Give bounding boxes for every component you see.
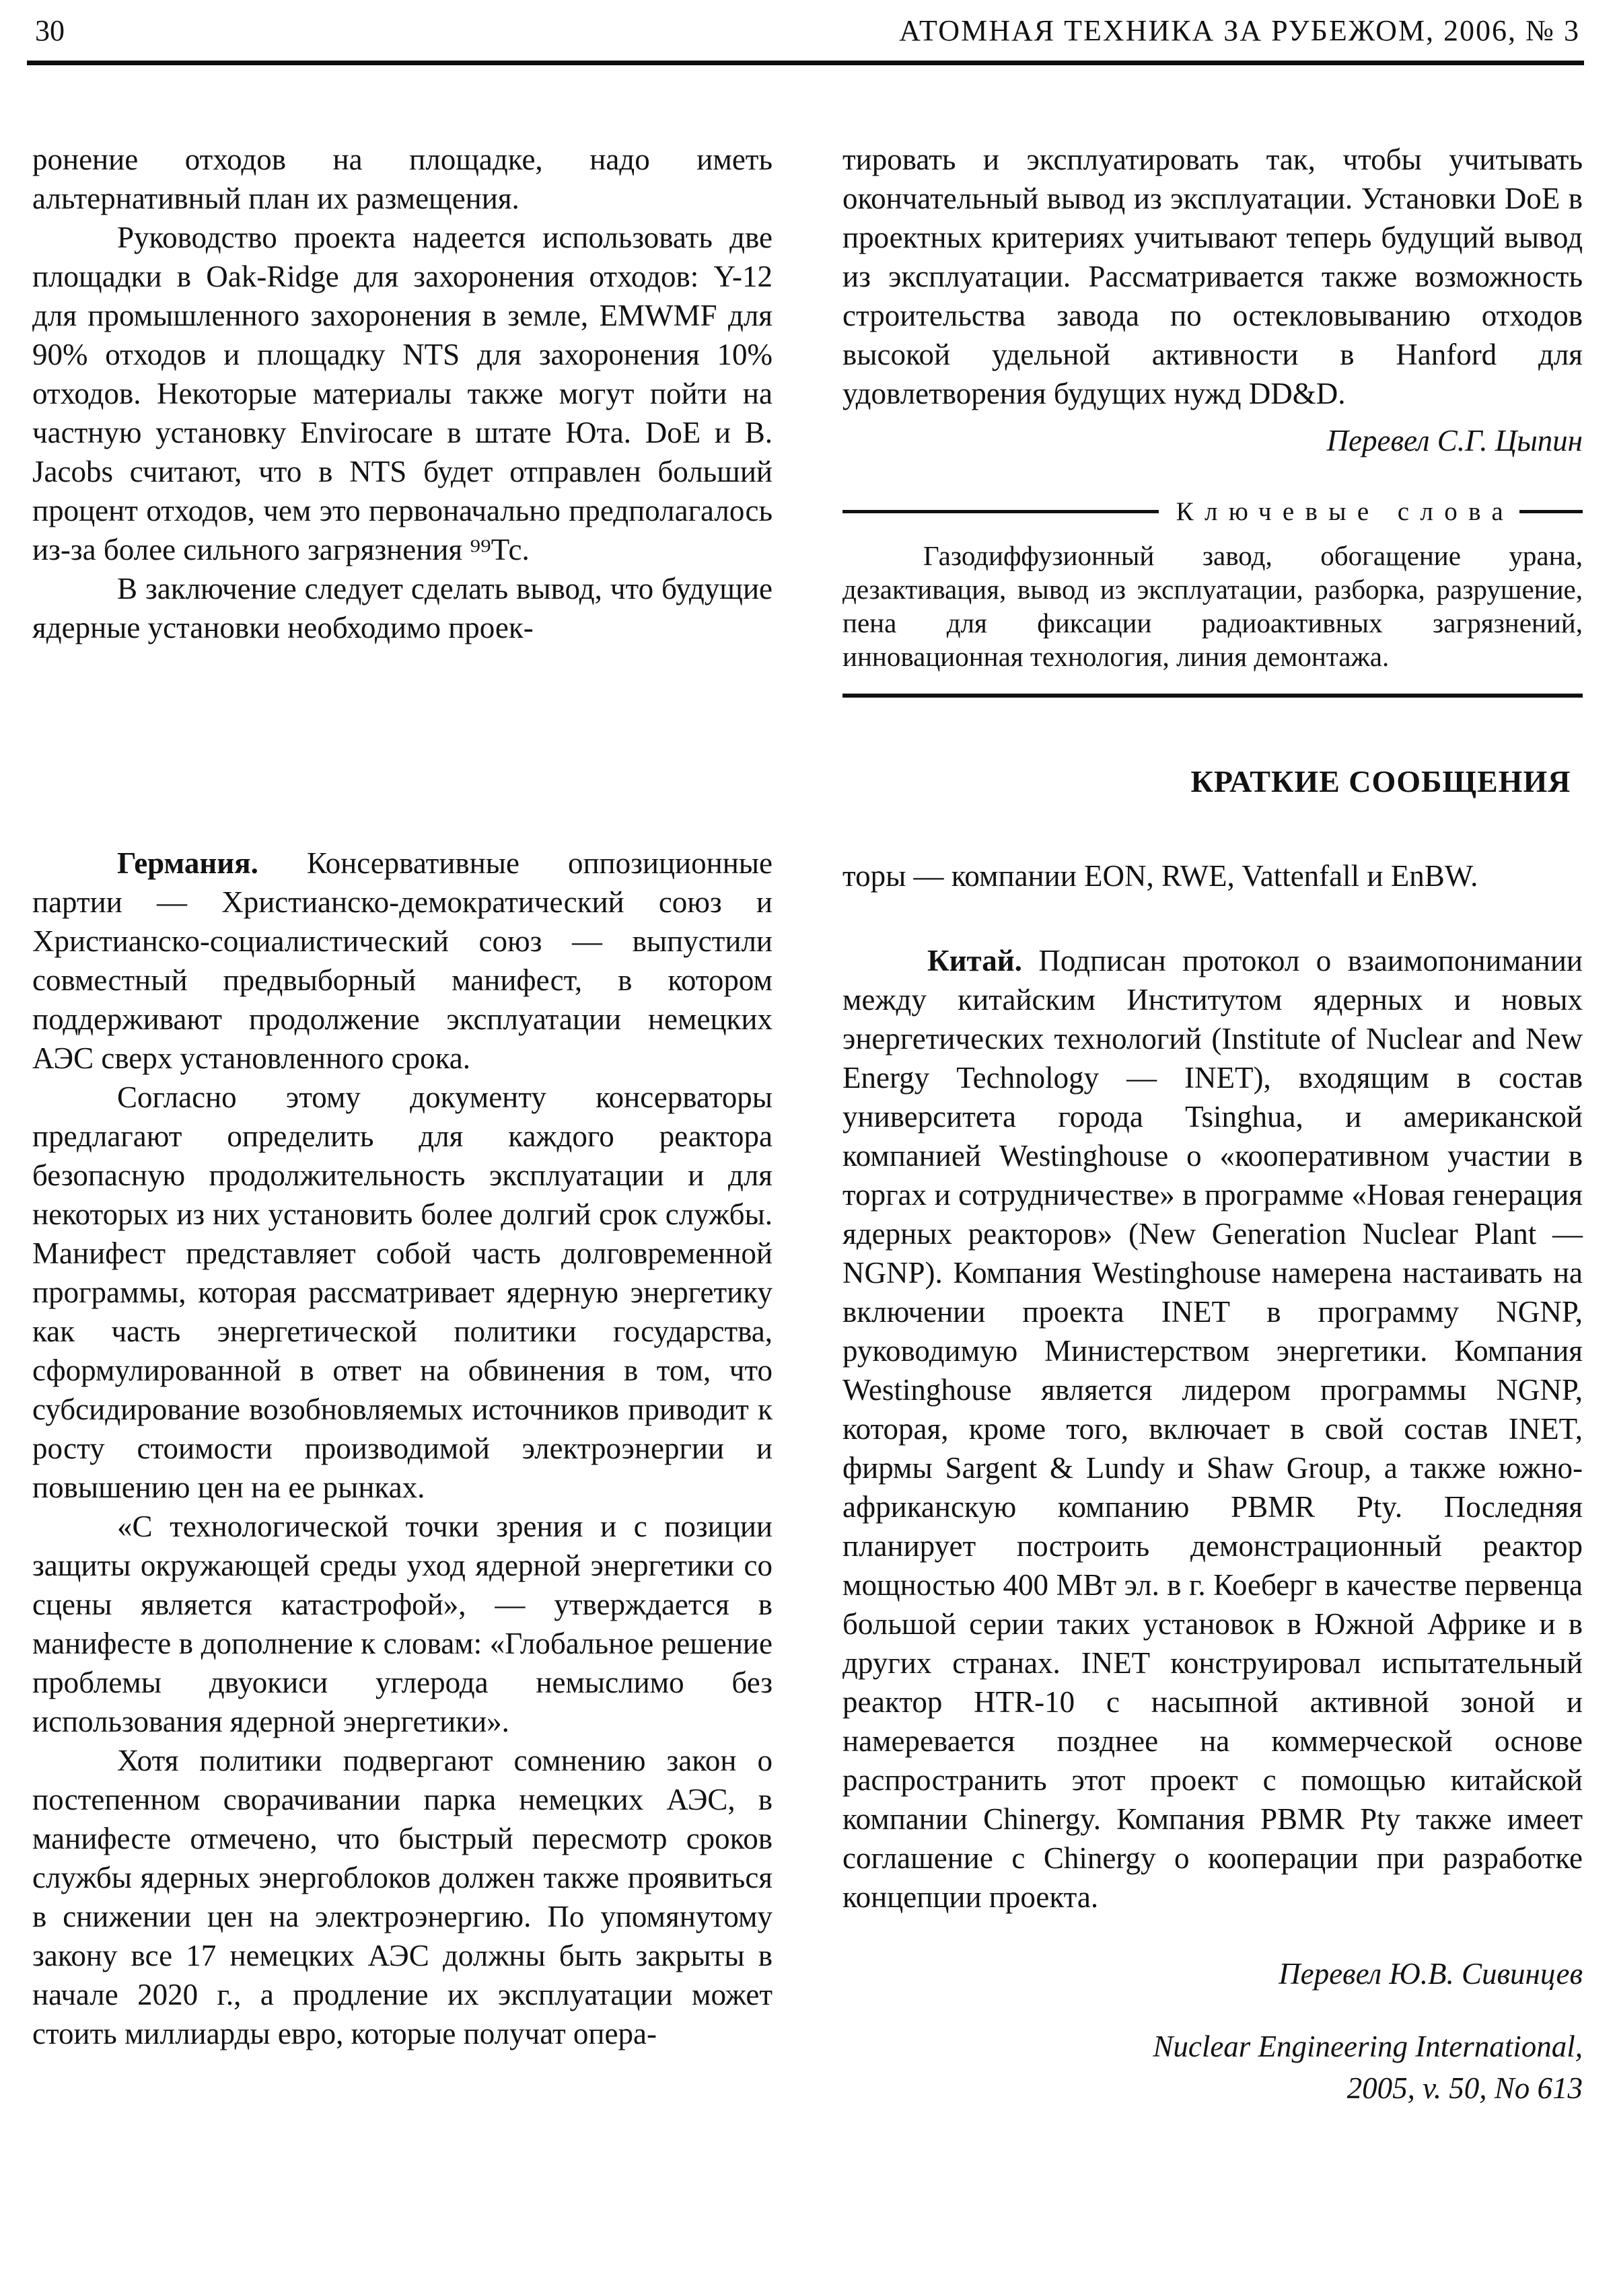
keywords-text: Газодиффузионный завод, обогащение урана, дезактивация, вывод из эксплуатации, разборка, разрушение, пена для фиксации радиоактивных загрязнений, инновационная технология, линия демонтажа. bbox=[842, 540, 1583, 672]
header-rule bbox=[27, 61, 1584, 65]
right-column bbox=[842, 140, 1583, 2109]
paragraph-germany-text: Консервативные оппозиционные партии — Христианско-демократический союз и Христианско-социалистический союз — выпустили совместный предвыборный манифест, в котором поддерживают продолжение эксплуатации немецких АЭС сверх установленного срока. bbox=[32, 846, 773, 1075]
country-lead-germany: Германия. bbox=[117, 846, 258, 880]
paragraph-law-2020: Хотя политики подвергают сомнению закон о постепенном сворачивании парка немецких АЭС, в манифесте отмечено, что быстрый пересмотр сроков службы ядерных энергоблоков должен также проявиться в снижении цен на электроэнергию. По упомянутому закону все 17 немецких АЭС должны быть закрыты в начале 2020 г., а продление их эксплуатации может стоить миллиарды евро, которые получат опера- bbox=[32, 1744, 773, 2050]
keywords-block bbox=[842, 496, 1583, 698]
paragraph-manifest: Согласно этому документу консерваторы предлагают определить для каждого реактора безопасную продолжительность эксплуатации и для некоторых из них установить более долгий срок службы. Манифест представляет собой часть долговременной программы, которая рассматривает ядерную энергетику как часть энергетической политики государства, сформулированной в ответ на обвинения в том, что субсидирование возобновляемых источников приводит к росту стоимости производимой электроэнергии и повышению цен на ее рынках. bbox=[32, 1080, 773, 1504]
paragraph-germany bbox=[32, 844, 773, 1078]
keywords-header bbox=[842, 496, 1583, 527]
paragraph-operators-continuation: торы — компании EON, RWE, Vattenfall и EnBW. bbox=[842, 859, 1478, 893]
left-column bbox=[32, 140, 773, 2109]
journal-title: АТОМНАЯ ТЕХНИКА ЗА РУБЕЖОМ, 2006, № 3 bbox=[899, 14, 1580, 47]
keywords-rule-left bbox=[842, 510, 1159, 513]
keywords-bottom-rule bbox=[842, 694, 1583, 698]
paragraph-china bbox=[842, 941, 1583, 1917]
source-journal-name: Nuclear Engineering International, bbox=[1153, 2030, 1583, 2063]
paragraph-china-text: Подписан протокол о взаимопонимании между китайским Институтом ядерных и новых энергетических технологий (Institute of Nuclear and New Energy Technology — INET), входящим в состав университета города Tsinghua, и американской компанией Westinghouse о «кооперативном участии в торгах и сотрудничестве» в программе «Новая генерация ядерных реакторов» (New Generation Nuclear Plant — NGNP). Компания Westinghouse намерена настаивать на включении проекта INET в программу NGNP, руководимую Министерством энергетики. Компания Westinghouse является лидером программы NGNP, которая, кроме того, включает в свой состав INET, фирмы Sargent & Lundy и Shaw Group, а также южно-африканскую компанию PBMR Pty. Последняя планирует построить демонстрационный реактор мощностью 400 МВт эл. в г. Коеберг в качестве первенца большой серии таких установок в Южной Африке и в других странах. INET конструировал испытательный реактор HTR-10 с насыпной активной зоной и намеревается позднее на коммерческой основе распространить этот проект с помощью китайской компании Chinergy. Компания PBMR Pty также имеет соглашение с Chinergy о кооперации при разработке концепции проекта. bbox=[842, 944, 1583, 1914]
paragraph-waste-continuation: ронение отходов на площадке, надо иметь альтернативный план их размещения. bbox=[32, 143, 773, 215]
keywords-title: Ключевые слова bbox=[1176, 497, 1515, 526]
country-lead-china: Китай. bbox=[927, 944, 1022, 977]
keywords-rule-right bbox=[1519, 510, 1583, 513]
translator-line-sivintsev: Перевел Ю.В. Сивинцев bbox=[1279, 1957, 1583, 1991]
translator-line-tsypin: Перевел С.Г. Цыпин bbox=[1326, 424, 1583, 457]
paragraph-oak-ridge: Руководство проекта надеется использовать две площадки в Oak-Ridge для захоронения отходов: Y-12 для промышленного захоронения в земле, EMWMF для 90% отходов и площадку NTS для захоронения 10% отходов. Некоторые материалы также могут пойти на частную установку Envirocare в штате Юта. DoE и B. Jacobs считают, что в NTS будет отправлен больший процент отходов, чем это первоначально предполагалось из-за более сильного загрязнения ⁹⁹Тс. bbox=[32, 221, 773, 566]
section-heading-brief-reports: КРАТКИЕ СООБЩЕНИЯ bbox=[1190, 764, 1571, 799]
page-number: 30 bbox=[35, 14, 65, 47]
paragraph-decommissioning: тировать и эксплуатировать так, чтобы учитывать окончательный вывод из эксплуатации. Установки DoE в проектных критериях учитывают теперь будущий вывод из эксплуатации. Рассматривается также возможность строительства завода по остекловыванию отходов высокой удельной активности в Hanford для удовлетворения будущих нужд DD&D. bbox=[842, 143, 1583, 410]
source-reference bbox=[842, 2026, 1583, 2109]
text-columns bbox=[32, 140, 1583, 2109]
source-issue-info: 2005, v. 50, No 613 bbox=[1347, 2071, 1583, 2105]
paragraph-quote: «С технологической точки зрения и с позиции защиты окружающей среды уход ядерной энергетики со сцены является катастрофой», — утверждается в манифесте в дополнение к словам: «Глобальное решение проблемы двуокиси углерода немыслимо без использования ядерной энергетики». bbox=[32, 1510, 773, 1738]
running-head bbox=[35, 13, 1580, 48]
paragraph-conclusion: В заключение следует сделать вывод, что будущие ядерные установки необходимо проек- bbox=[32, 572, 773, 644]
